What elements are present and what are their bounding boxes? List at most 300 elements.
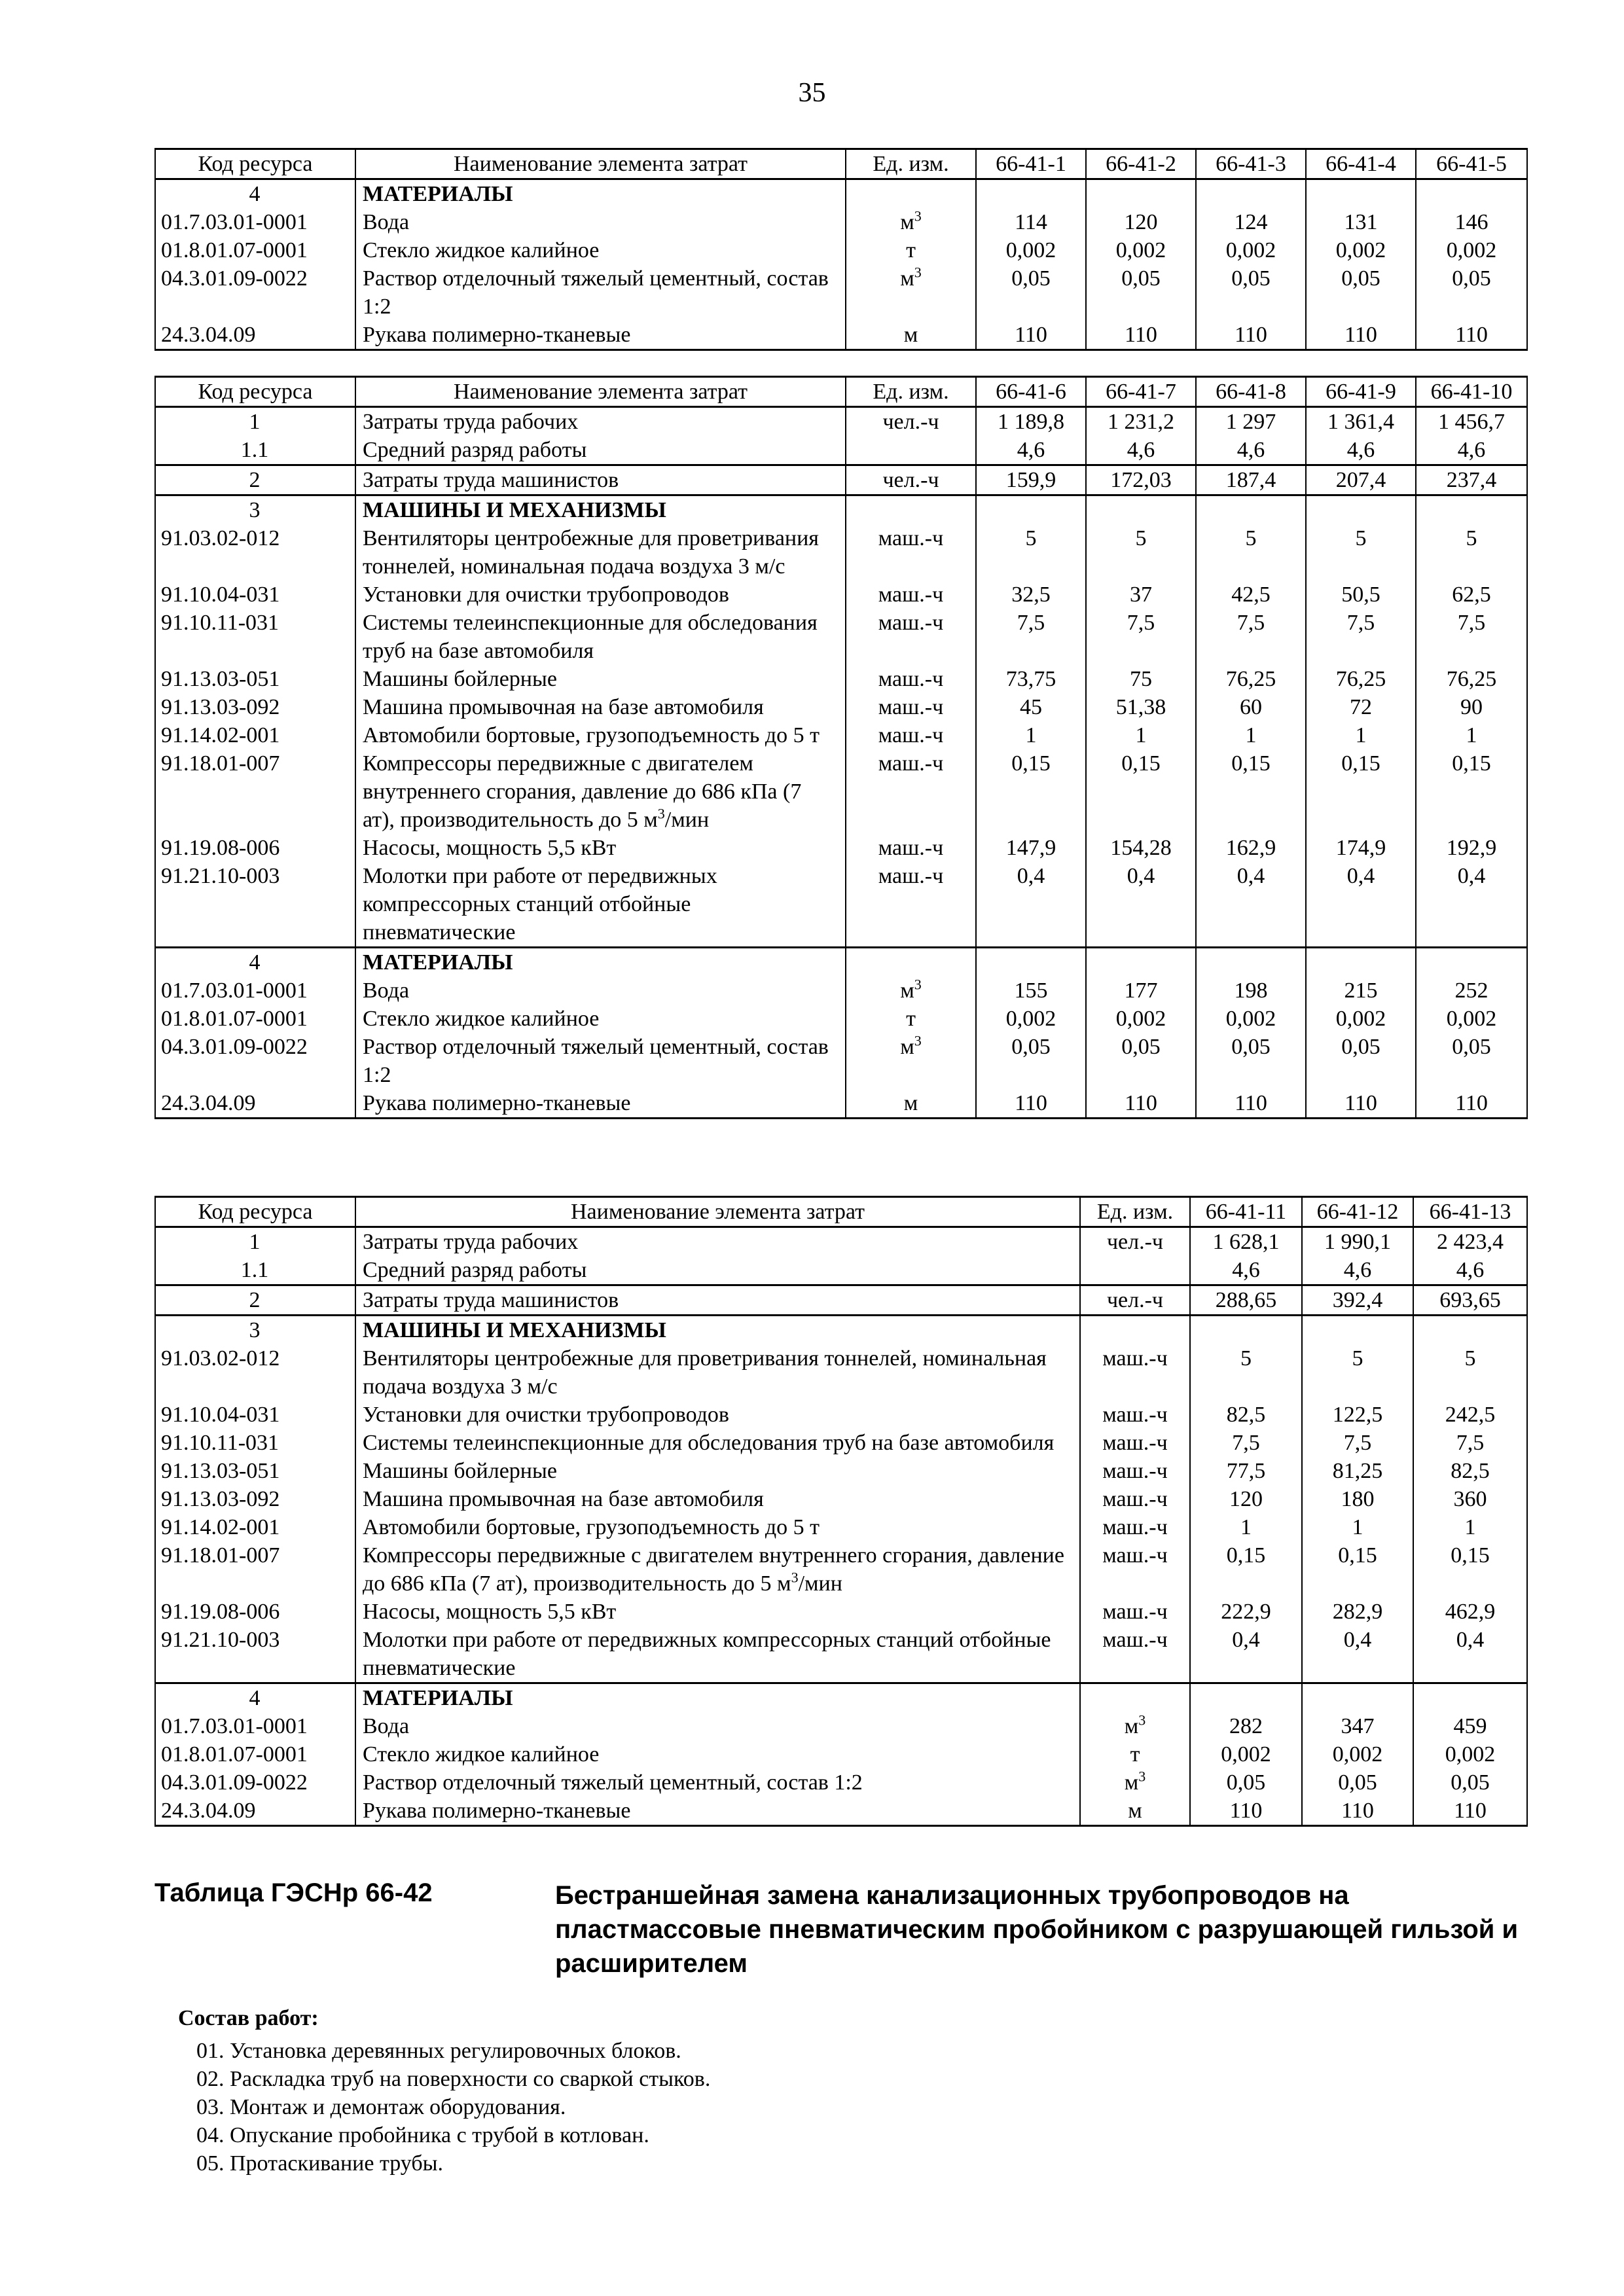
value-cell: 0,05 — [1196, 264, 1306, 321]
value-cell: 1 — [1302, 1513, 1413, 1541]
table-section-title: Бестраншейная замена канализационных трубопроводов на пластмассовые пневматическим пробойником с разрушающей гильзой и расширителем — [555, 1881, 1519, 1978]
value-cell: 110 — [1086, 321, 1196, 350]
resource-name-text: Раствор отделочный тяжелый цементный, состав 1:2 — [363, 1035, 829, 1087]
resource-name-text: Стекло жидкое калийное — [363, 238, 600, 262]
value-cell — [1196, 495, 1306, 525]
table-row — [155, 1401, 1527, 1429]
table-row — [155, 1712, 1527, 1740]
column-header: 66-41-11 — [1190, 1197, 1302, 1227]
unit-text: м — [900, 266, 914, 291]
value-cell: 5 — [1413, 1344, 1527, 1401]
value-cell: 0,002 — [1416, 236, 1527, 264]
value-cell: 0,4 — [976, 862, 1086, 948]
table-row — [155, 208, 1527, 236]
unit-cell — [846, 609, 976, 665]
value-cell: 177 — [1086, 977, 1196, 1005]
table-row — [155, 1344, 1527, 1401]
value-cell: 1 361,4 — [1306, 407, 1416, 437]
resource-code: 01.7.03.01-0001 — [155, 1712, 355, 1740]
unit-cell — [1080, 1285, 1190, 1316]
value-cell: 147,9 — [976, 834, 1086, 862]
column-header: Код ресурса — [155, 149, 355, 179]
unit-cell — [1080, 1626, 1190, 1683]
unit-cell — [846, 581, 976, 609]
value-cell: 5 — [1302, 1344, 1413, 1401]
column-header: 66-41-10 — [1416, 377, 1527, 407]
column-header: 66-41-2 — [1086, 149, 1196, 179]
value-cell: 51,38 — [1086, 693, 1196, 721]
resource-name-text: Молотки при работе от передвижных компрессорных станций отбойные пневматические — [363, 1628, 1051, 1680]
value-cell: 180 — [1302, 1485, 1413, 1513]
value-cell: 4,6 — [1196, 436, 1306, 465]
value-cell: 459 — [1413, 1712, 1527, 1740]
column-header: Код ресурса — [155, 377, 355, 407]
value-cell — [1413, 1316, 1527, 1345]
unit-cell — [846, 1033, 976, 1089]
value-cell: 192,9 — [1416, 834, 1527, 862]
resource-name — [355, 436, 846, 465]
resource-code: 1 — [155, 1227, 355, 1257]
unit-text: маш.-ч — [878, 611, 944, 635]
section-name: МАШИНЫ И МЕХАНИЗМЫ — [355, 495, 846, 525]
composition-item: 04. Опускание пробойника с трубой в котлован. — [196, 2123, 649, 2147]
resource-name-text: Стекло жидкое калийное — [363, 1007, 600, 1031]
resource-name — [355, 862, 846, 948]
unit-text: маш.-ч — [878, 583, 944, 607]
value-cell: 0,05 — [1413, 1768, 1527, 1797]
unit-cell — [846, 264, 976, 321]
unit-text: маш.-ч — [1102, 1459, 1168, 1483]
resource-code: 91.19.08-006 — [155, 1598, 355, 1626]
unit-text: м — [900, 210, 914, 234]
value-cell: 7,5 — [1190, 1429, 1302, 1457]
unit-text: маш.-ч — [878, 864, 944, 888]
value-cell: 0,15 — [976, 749, 1086, 834]
value-cell: 462,9 — [1413, 1598, 1527, 1626]
resource-name-text: Раствор отделочный тяжелый цементный, состав 1:2 — [363, 1770, 863, 1795]
unit-sup: 3 — [914, 207, 922, 224]
column-header: Ед. изм. — [846, 377, 976, 407]
resource-code: 04.3.01.09-0022 — [155, 1768, 355, 1797]
value-cell: 215 — [1306, 977, 1416, 1005]
resource-name-sup: 3 — [791, 1569, 799, 1586]
value-cell: 0,05 — [1086, 264, 1196, 321]
resource-name — [355, 834, 846, 862]
section-row — [155, 1316, 1527, 1345]
unit-cell — [846, 1005, 976, 1033]
resource-name-text: Компрессоры передвижные с двигателем внутреннего сгорания, давление до 686 кПа (7 ат), производительность до 5 м — [363, 1543, 1064, 1596]
column-header: Наименование элемента затрат — [355, 1197, 1080, 1227]
resource-code: 1.1 — [155, 1256, 355, 1285]
composition-item: 02. Раскладка труб на поверхности со сваркой стыков. — [196, 2067, 711, 2091]
value-cell: 0,002 — [1416, 1005, 1527, 1033]
value-cell: 1 297 — [1196, 407, 1306, 437]
page-number: 35 — [798, 78, 826, 108]
resource-name-text: Затраты труда машинистов — [363, 1288, 619, 1312]
unit-cell — [846, 465, 976, 495]
table-row — [155, 321, 1527, 350]
value-cell: 1 990,1 — [1302, 1227, 1413, 1257]
resource-name — [355, 1401, 1080, 1429]
resource-table-3 — [154, 1196, 1528, 1827]
resource-code: 91.14.02-001 — [155, 721, 355, 749]
value-cell: 0,05 — [1306, 264, 1416, 321]
unit-text: м — [903, 1091, 918, 1115]
value-cell: 155 — [976, 977, 1086, 1005]
resource-name — [355, 977, 846, 1005]
table-row — [155, 581, 1527, 609]
value-cell: 282 — [1190, 1712, 1302, 1740]
resource-name — [355, 1513, 1080, 1541]
unit-text: м — [1124, 1770, 1139, 1795]
value-cell: 7,5 — [1413, 1429, 1527, 1457]
table-row — [155, 524, 1527, 581]
resource-table-2 — [154, 376, 1528, 1119]
value-cell: 242,5 — [1413, 1401, 1527, 1429]
unit-text: м — [1128, 1799, 1142, 1823]
unit-text: м — [903, 323, 918, 347]
resource-code: 1.1 — [155, 436, 355, 465]
resource-code: 24.3.04.09 — [155, 1797, 355, 1826]
resource-code: 04.3.01.09-0022 — [155, 264, 355, 321]
resource-name-text: Насосы, мощность 5,5 кВт — [363, 836, 617, 860]
value-cell: 198 — [1196, 977, 1306, 1005]
column-header: 66-41-12 — [1302, 1197, 1413, 1227]
table-row — [155, 1005, 1527, 1033]
resource-name-tail: /мин — [664, 808, 710, 832]
resource-name — [355, 264, 846, 321]
unit-cell — [846, 665, 976, 693]
unit-text: чел.-ч — [882, 468, 939, 492]
resource-code: 91.21.10-003 — [155, 862, 355, 948]
table-row — [155, 1768, 1527, 1797]
value-cell: 0,05 — [1416, 1033, 1527, 1089]
resource-code: 24.3.04.09 — [155, 321, 355, 350]
value-cell: 122,5 — [1302, 1401, 1413, 1429]
resource-code: 91.10.04-031 — [155, 581, 355, 609]
value-cell: 172,03 — [1086, 465, 1196, 495]
unit-cell — [1080, 1227, 1190, 1257]
resource-code: 91.14.02-001 — [155, 1513, 355, 1541]
value-cell — [1302, 1683, 1413, 1713]
value-cell — [1190, 1316, 1302, 1345]
unit-text: маш.-ч — [1102, 1403, 1168, 1427]
unit-cell — [846, 721, 976, 749]
value-cell: 5 — [1306, 524, 1416, 581]
unit-text: м — [900, 978, 914, 1003]
unit-text: маш.-ч — [878, 526, 944, 550]
unit-sup: 3 — [914, 976, 922, 993]
value-cell: 0,15 — [1086, 749, 1196, 834]
unit-cell — [1080, 1457, 1190, 1485]
value-cell: 0,002 — [1196, 1005, 1306, 1033]
value-cell: 62,5 — [1416, 581, 1527, 609]
resource-name-text: Затраты труда машинистов — [363, 468, 619, 492]
value-cell: 72 — [1306, 693, 1416, 721]
value-cell: 0,15 — [1302, 1541, 1413, 1598]
table-row — [155, 1797, 1527, 1826]
resource-name-text: Компрессоры передвижные с двигателем внутреннего сгорания, давление до 686 кПа (7 ат), производительность до 5 м — [363, 751, 802, 832]
value-cell: 4,6 — [1302, 1256, 1413, 1285]
resource-name — [355, 1768, 1080, 1797]
value-cell: 0,002 — [1302, 1740, 1413, 1768]
composition-list — [196, 2037, 710, 2178]
column-header: Код ресурса — [155, 1197, 355, 1227]
value-cell: 174,9 — [1306, 834, 1416, 862]
section-row — [155, 495, 1527, 525]
resource-name-text: Машина промывочная на базе автомобиля — [363, 1487, 764, 1511]
unit-sup: 3 — [914, 264, 922, 281]
column-header: 66-41-6 — [976, 377, 1086, 407]
table-header-row — [155, 1197, 1527, 1227]
resource-name — [355, 1256, 1080, 1285]
value-cell: 7,5 — [1302, 1429, 1413, 1457]
value-cell: 82,5 — [1413, 1457, 1527, 1485]
labor-row — [155, 436, 1527, 465]
value-cell: 5 — [1196, 524, 1306, 581]
resource-name-text: Автомобили бортовые, грузоподъемность до 5 т — [363, 1515, 820, 1539]
resource-name-text: Автомобили бортовые, грузоподъемность до 5 т — [363, 723, 820, 747]
value-cell: 0,002 — [976, 1005, 1086, 1033]
resource-table-1 — [154, 148, 1528, 351]
value-cell: 1 — [1416, 721, 1527, 749]
resource-name-text: Вода — [363, 1714, 410, 1738]
resource-name — [355, 749, 846, 834]
value-cell: 1 — [976, 721, 1086, 749]
resource-name-text: Вентиляторы центробежные для проветривания тоннелей, номинальная подача воздуха 3 м/с — [363, 526, 819, 579]
value-cell: 159,9 — [976, 465, 1086, 495]
column-header: Наименование элемента затрат — [355, 377, 846, 407]
table-row — [155, 834, 1527, 862]
labor-row — [155, 465, 1527, 495]
value-cell: 154,28 — [1086, 834, 1196, 862]
column-header: 66-41-7 — [1086, 377, 1196, 407]
section-code: 4 — [155, 948, 355, 977]
value-cell: 120 — [1190, 1485, 1302, 1513]
resource-name — [355, 665, 846, 693]
value-cell: 360 — [1413, 1485, 1527, 1513]
value-cell: 4,6 — [976, 436, 1086, 465]
column-header: 66-41-1 — [976, 149, 1086, 179]
value-cell: 76,25 — [1416, 665, 1527, 693]
table-row — [155, 1740, 1527, 1768]
unit-cell — [1080, 1683, 1190, 1713]
resource-name-text: Вентиляторы центробежные для проветривания тоннелей, номинальная подача воздуха 3 м/с — [363, 1346, 1047, 1399]
unit-text: маш.-ч — [1102, 1431, 1168, 1455]
value-cell: 237,4 — [1416, 465, 1527, 495]
value-cell — [1416, 948, 1527, 977]
resource-name — [355, 1485, 1080, 1513]
unit-text: маш.-ч — [1102, 1600, 1168, 1624]
resource-code: 01.8.01.07-0001 — [155, 236, 355, 264]
value-cell: 1 — [1196, 721, 1306, 749]
value-cell: 392,4 — [1302, 1285, 1413, 1316]
table-row — [155, 1089, 1527, 1119]
value-cell: 0,05 — [1416, 264, 1527, 321]
unit-text: маш.-ч — [878, 695, 944, 719]
composition-item: 03. Монтаж и демонтаж оборудования. — [196, 2095, 566, 2119]
resource-name-text: Установки для очистки трубопроводов — [363, 583, 729, 607]
section-name: МАТЕРИАЛЫ — [355, 179, 846, 209]
value-cell: 110 — [1416, 321, 1527, 350]
resource-name — [355, 1712, 1080, 1740]
value-cell: 114 — [976, 208, 1086, 236]
resource-name — [355, 1005, 846, 1033]
section-code: 4 — [155, 1683, 355, 1713]
unit-cell — [846, 179, 976, 209]
value-cell: 110 — [1413, 1797, 1527, 1826]
value-cell: 32,5 — [976, 581, 1086, 609]
value-cell: 0,002 — [1413, 1740, 1527, 1768]
value-cell: 1 189,8 — [976, 407, 1086, 437]
unit-text: маш.-ч — [878, 723, 944, 747]
resource-name — [355, 236, 846, 264]
table-row — [155, 264, 1527, 321]
value-cell: 1 231,2 — [1086, 407, 1196, 437]
value-cell: 146 — [1416, 208, 1527, 236]
value-cell: 60 — [1196, 693, 1306, 721]
value-cell: 4,6 — [1416, 436, 1527, 465]
value-cell: 110 — [1086, 1089, 1196, 1119]
value-cell — [1086, 948, 1196, 977]
value-cell: 131 — [1306, 208, 1416, 236]
value-cell: 0,15 — [1190, 1541, 1302, 1598]
value-cell — [1302, 1316, 1413, 1345]
value-cell: 207,4 — [1306, 465, 1416, 495]
resource-name — [355, 609, 846, 665]
resource-code: 91.10.11-031 — [155, 609, 355, 665]
resource-name — [355, 1626, 1080, 1683]
resource-name-text: Средний разряд работы — [363, 1258, 587, 1282]
value-cell — [1306, 495, 1416, 525]
table-row — [155, 721, 1527, 749]
resource-name-text: Рукава полимерно-тканевые — [363, 1091, 631, 1115]
value-cell: 347 — [1302, 1712, 1413, 1740]
unit-cell — [846, 977, 976, 1005]
resource-name — [355, 1285, 1080, 1316]
value-cell: 124 — [1196, 208, 1306, 236]
value-cell: 110 — [1190, 1797, 1302, 1826]
resource-code: 91.18.01-007 — [155, 749, 355, 834]
value-cell: 110 — [976, 1089, 1086, 1119]
resource-code: 91.13.03-051 — [155, 665, 355, 693]
value-cell: 120 — [1086, 208, 1196, 236]
value-cell: 0,4 — [1086, 862, 1196, 948]
resource-name — [355, 581, 846, 609]
value-cell: 45 — [976, 693, 1086, 721]
resource-name — [355, 321, 846, 350]
value-cell: 1 — [1086, 721, 1196, 749]
value-cell: 0,05 — [976, 1033, 1086, 1089]
labor-row — [155, 1227, 1527, 1257]
resource-code: 2 — [155, 1285, 355, 1316]
unit-cell — [1080, 1513, 1190, 1541]
resource-code: 91.03.02-012 — [155, 1344, 355, 1401]
table-row — [155, 236, 1527, 264]
value-cell: 5 — [1086, 524, 1196, 581]
resource-code: 91.03.02-012 — [155, 524, 355, 581]
value-cell: 187,4 — [1196, 465, 1306, 495]
unit-cell — [1080, 1797, 1190, 1826]
resource-code: 91.18.01-007 — [155, 1541, 355, 1598]
section-code: 3 — [155, 1316, 355, 1345]
value-cell — [1196, 948, 1306, 977]
resource-name — [355, 1541, 1080, 1598]
unit-sup: 3 — [1138, 1712, 1146, 1729]
value-cell — [1306, 948, 1416, 977]
resource-name — [355, 721, 846, 749]
resource-name — [355, 1598, 1080, 1626]
unit-cell — [846, 208, 976, 236]
resource-name-text: Машины бойлерные — [363, 1459, 557, 1483]
resource-name — [355, 524, 846, 581]
unit-text: маш.-ч — [1102, 1487, 1168, 1511]
table-row — [155, 693, 1527, 721]
resource-code: 01.7.03.01-0001 — [155, 977, 355, 1005]
value-cell — [1306, 179, 1416, 209]
unit-cell — [1080, 1740, 1190, 1768]
value-cell: 0,05 — [1196, 1033, 1306, 1089]
unit-cell — [1080, 1316, 1190, 1345]
resource-name-text: Насосы, мощность 5,5 кВт — [363, 1600, 617, 1624]
resource-code: 1 — [155, 407, 355, 437]
unit-text: маш.-ч — [1102, 1543, 1168, 1568]
value-cell: 76,25 — [1196, 665, 1306, 693]
value-cell: 37 — [1086, 581, 1196, 609]
resource-code: 91.13.03-092 — [155, 1485, 355, 1513]
table-row — [155, 1485, 1527, 1513]
unit-text: м — [900, 1035, 914, 1059]
unit-cell — [1080, 1712, 1190, 1740]
resource-name-sup: 3 — [657, 805, 665, 822]
value-cell: 1 — [1413, 1513, 1527, 1541]
section-name: МАТЕРИАЛЫ — [355, 1683, 1080, 1713]
table-row — [155, 1513, 1527, 1541]
resource-name-text: Молотки при работе от передвижных компрессорных станций отбойные пневматические — [363, 864, 717, 944]
value-cell: 110 — [1196, 1089, 1306, 1119]
value-cell: 0,4 — [1190, 1626, 1302, 1683]
table-row — [155, 1457, 1527, 1485]
section-code: 4 — [155, 179, 355, 209]
value-cell: 110 — [1416, 1089, 1527, 1119]
unit-cell — [846, 834, 976, 862]
labor-row — [155, 407, 1527, 437]
value-cell: 5 — [1416, 524, 1527, 581]
unit-text: маш.-ч — [878, 836, 944, 860]
column-header: 66-41-5 — [1416, 149, 1527, 179]
resource-code: 01.8.01.07-0001 — [155, 1005, 355, 1033]
value-cell: 42,5 — [1196, 581, 1306, 609]
resource-name — [355, 1344, 1080, 1401]
unit-cell — [846, 693, 976, 721]
value-cell: 7,5 — [976, 609, 1086, 665]
value-cell: 0,4 — [1302, 1626, 1413, 1683]
table-row — [155, 1541, 1527, 1598]
value-cell: 0,002 — [1086, 1005, 1196, 1033]
value-cell: 252 — [1416, 977, 1527, 1005]
value-cell — [1086, 495, 1196, 525]
table-row — [155, 977, 1527, 1005]
unit-cell — [1080, 1541, 1190, 1598]
unit-text: т — [906, 1007, 916, 1031]
value-cell — [976, 179, 1086, 209]
value-cell: 0,002 — [1190, 1740, 1302, 1768]
value-cell: 0,05 — [1306, 1033, 1416, 1089]
value-cell — [1413, 1683, 1527, 1713]
column-header: 66-41-4 — [1306, 149, 1416, 179]
value-cell: 7,5 — [1086, 609, 1196, 665]
unit-cell — [846, 948, 976, 977]
